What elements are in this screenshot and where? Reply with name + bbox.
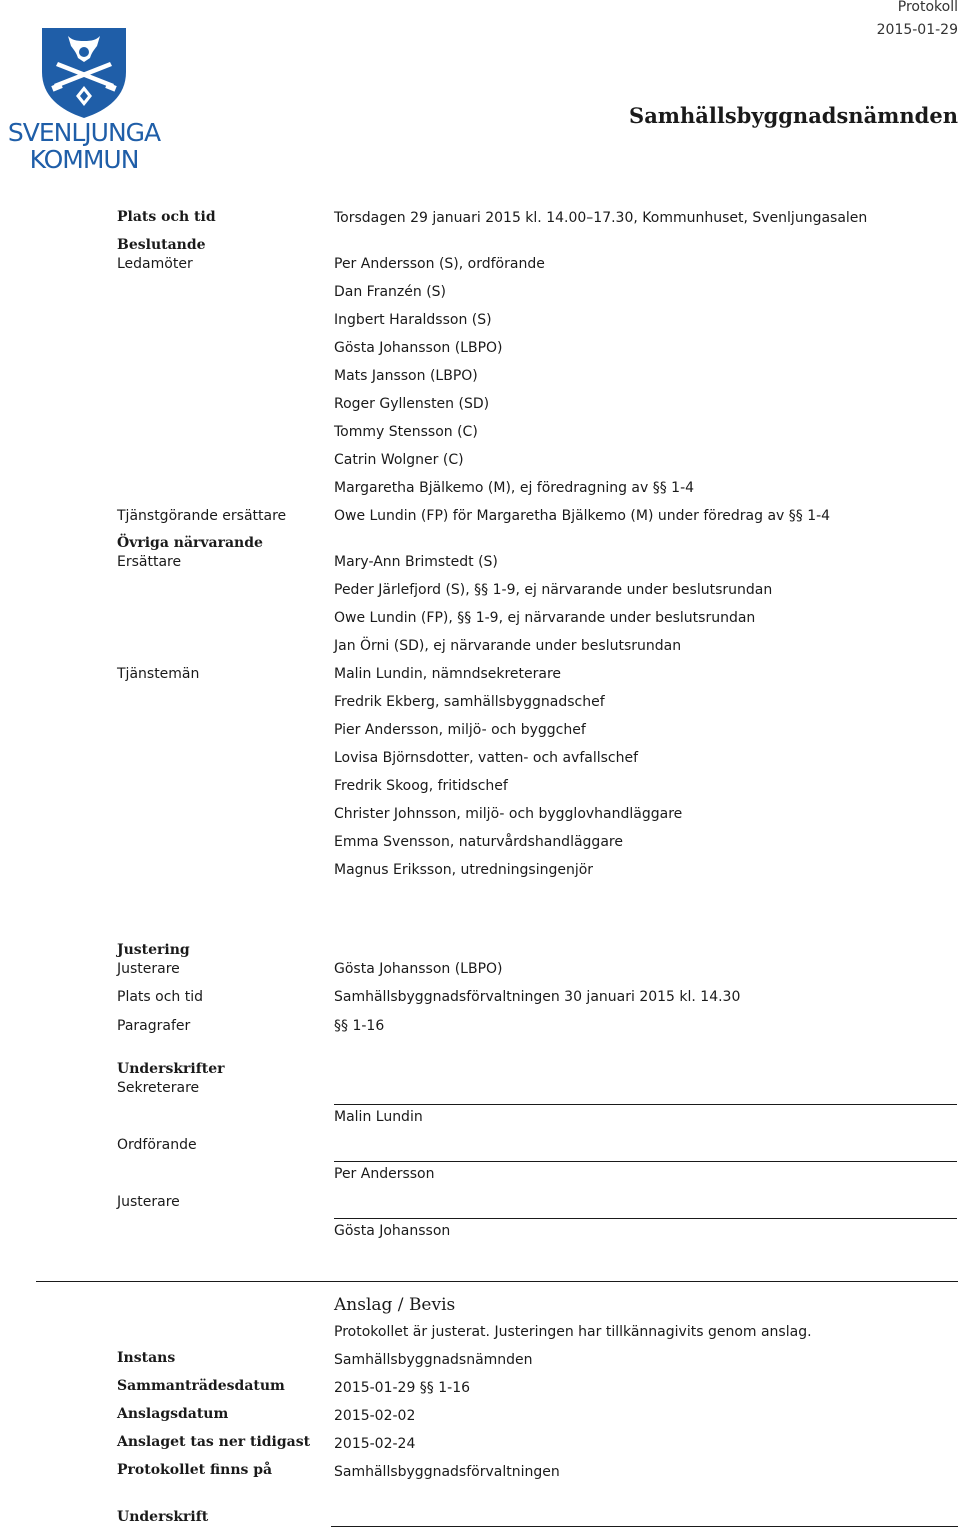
member-item: Per Andersson (S), ordförande [334, 256, 545, 272]
adjuster-label: Justerare [117, 961, 180, 977]
substitute-label: Tjänstgörande ersättare [117, 508, 287, 524]
notice-heading: Anslag / Bevis [334, 1295, 456, 1315]
signatures-heading: Underskrifter [117, 1061, 225, 1077]
logo-text-line-1: SVENLJUNGA [7, 118, 161, 147]
chair-signature-line [334, 1161, 957, 1162]
substitute-item: Mary-Ann Brimstedt (S) [334, 554, 498, 570]
adjuster-signature-line [334, 1218, 957, 1219]
officials-label: Tjänstemän [117, 666, 200, 682]
notice-row-value: 2015-02-02 [334, 1408, 416, 1424]
official-item: Lovisa Björnsdotter, vatten- och avfallschef [334, 750, 639, 766]
document-type: Protokoll [897, 0, 958, 15]
member-item: Catrin Wolgner (C) [334, 452, 464, 468]
adjustment-place-time-value: Samhällsbyggnadsförvaltningen 30 januari 2015 kl. 14.30 [334, 989, 741, 1005]
notice-signature-line [331, 1526, 958, 1527]
notice-row-value: Samhällsbyggnadsnämnden [334, 1352, 533, 1368]
notice-row-label: Sammanträdesdatum [117, 1378, 285, 1394]
member-item: Roger Gyllensten (SD) [334, 396, 490, 412]
substitute-item: Jan Örni (SD), ej närvarande under beslutsrundan [334, 638, 682, 654]
document-date: 2015-01-29 [876, 22, 958, 38]
secretary-name: Malin Lundin [334, 1109, 423, 1125]
adjustment-place-time-label: Plats och tid [117, 989, 203, 1005]
members-label: Ledamöter [117, 256, 193, 272]
secretary-label: Sekreterare [117, 1080, 200, 1096]
signature-adjuster-label: Justerare [117, 1194, 180, 1210]
substitute-item: Owe Lundin (FP), §§ 1-9, ej närvarande under beslutsrundan [334, 610, 756, 626]
section-divider [36, 1281, 958, 1282]
official-item: Christer Johnsson, miljö- och bygglovhandläggare [334, 806, 683, 822]
official-item: Pier Andersson, miljö- och byggchef [334, 722, 586, 738]
place-time-value: Torsdagen 29 januari 2015 kl. 14.00–17.30, Kommunhuset, Svenljungasalen [334, 210, 868, 226]
notice-row-value: 2015-02-24 [334, 1436, 416, 1452]
committee-title: Samhällsbyggnadsnämnden [629, 103, 958, 128]
decision-heading: Beslutande [117, 237, 206, 253]
official-item: Malin Lundin, nämndsekreterare [334, 666, 562, 682]
adjuster-name: Gösta Johansson [334, 1223, 451, 1239]
coat-of-arms-icon [4, 24, 164, 120]
municipality-logo [4, 24, 164, 174]
official-item: Fredrik Ekberg, samhällsbyggnadschef [334, 694, 605, 710]
notice-row-label: Instans [117, 1350, 176, 1366]
substitute-item: Peder Järlefjord (S), §§ 1-9, ej närvarande under beslutsrundan [334, 582, 773, 598]
member-item: Margaretha Bjälkemo (M), ej föredragning av §§ 1-4 [334, 480, 695, 496]
member-item: Gösta Johansson (LBPO) [334, 340, 503, 356]
logo-text-line-2: KOMMUN [29, 145, 139, 174]
place-time-label: Plats och tid [117, 209, 216, 225]
member-item: Ingbert Haraldsson (S) [334, 312, 492, 328]
notice-row-label: Anslaget tas ner tidigast [117, 1434, 311, 1450]
adjustment-heading: Justering [117, 942, 190, 958]
chair-name: Per Andersson [334, 1166, 435, 1182]
paragraphs-label: Paragrafer [117, 1018, 191, 1034]
official-item: Fredrik Skoog, fritidschef [334, 778, 508, 794]
chair-label: Ordförande [117, 1137, 197, 1153]
member-item: Mats Jansson (LBPO) [334, 368, 478, 384]
secretary-signature-line [334, 1104, 957, 1105]
notice-statement: Protokollet är justerat. Justeringen har tillkännagivits genom anslag. [334, 1324, 812, 1340]
substitute-value: Owe Lundin (FP) för Margaretha Bjälkemo (M) under föredrag av §§ 1-4 [334, 508, 831, 524]
member-item: Tommy Stensson (C) [334, 424, 478, 440]
notice-row-value: 2015-01-29 §§ 1-16 [334, 1380, 471, 1396]
official-item: Emma Svensson, naturvårdshandläggare [334, 834, 623, 850]
member-item: Dan Franzén (S) [334, 284, 447, 300]
notice-row-label: Protokollet finns på [117, 1462, 273, 1478]
notice-signature-label: Underskrift [117, 1509, 209, 1525]
substitutes-label: Ersättare [117, 554, 182, 570]
notice-row-label: Anslagsdatum [117, 1406, 229, 1422]
notice-row-value: Samhällsbyggnadsförvaltningen [334, 1464, 560, 1480]
adjuster-value: Gösta Johansson (LBPO) [334, 961, 503, 977]
others-heading: Övriga närvarande [117, 535, 263, 551]
paragraphs-value: §§ 1-16 [334, 1018, 385, 1034]
official-item: Magnus Eriksson, utredningsingenjör [334, 862, 594, 878]
